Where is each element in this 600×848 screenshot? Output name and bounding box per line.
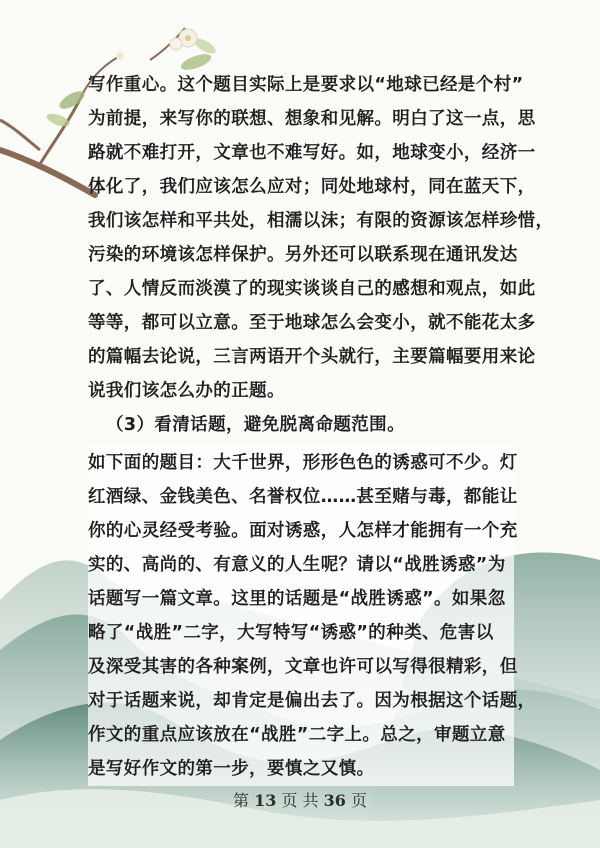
footer-prefix: 第 bbox=[232, 791, 249, 810]
page-number: 13 bbox=[254, 791, 277, 810]
text-line: 话题写一篇文章。这里的话题是“战胜诱惑”。如果忽 bbox=[88, 582, 514, 616]
text-line: 实的、高尚的、有意义的人生呢？请以“战胜诱惑”为 bbox=[88, 548, 514, 582]
text-line: 污染的环境该怎样保护。另外还可以联系现在通讯发达 bbox=[88, 245, 518, 265]
text-line: 略了“战胜”二字，大写特写“诱惑”的种类、危害以 bbox=[88, 616, 514, 650]
text-line: 是写好作文的第一步，要慎之又慎。 bbox=[88, 752, 514, 786]
text-line: 作文的重点应该放在“战胜”二字上。总之，审题立意 bbox=[88, 718, 514, 752]
footer-suffix: 页 bbox=[351, 791, 368, 810]
text-line: 及深受其害的各种案例，文章也许可以写得很精彩，但 bbox=[88, 650, 514, 684]
text-line: 如下面的题目：大千世界，形形色色的诱惑可不少。灯 bbox=[88, 446, 514, 480]
paragraph-1 bbox=[88, 68, 554, 408]
section-heading bbox=[88, 408, 528, 442]
text-line: 体化了，我们应该怎么应对；同处地球村，同在蓝天下， bbox=[88, 177, 536, 197]
page-footer bbox=[0, 788, 600, 811]
article-body bbox=[88, 64, 554, 786]
footer-middle: 页 共 bbox=[281, 791, 319, 810]
paragraph-3 bbox=[88, 446, 536, 786]
text-line: 我们该怎样和平共处，相濡以沫；有限的资源该怎样珍惜， bbox=[88, 211, 554, 231]
text-line: 等等，都可以立意。至于地球怎么会变小，就不能花太多 bbox=[88, 313, 536, 333]
total-pages: 36 bbox=[323, 791, 346, 810]
text-line: 你的心灵经受考验。面对诱惑，人怎样才能拥有一个充 bbox=[88, 514, 514, 548]
text-line: 路就不难打开，文章也不难写好。如，地球变小，经济一 bbox=[88, 143, 536, 163]
text-line: 对于话题来说，却肯定是偏出去了。因为根据这个话题， bbox=[88, 684, 514, 718]
text-line: 红酒绿、金钱美色、名誉权位……甚至赌与毒，都能让 bbox=[88, 480, 514, 514]
text-line: 为前提，来写你的联想、想象和见解。明白了这一点，思 bbox=[88, 109, 536, 129]
text-line: 的篇幅去论说，三言两语开个头就行，主要篇幅要用来论 bbox=[88, 347, 536, 367]
text-line: 了、人情反而淡漠了的现实谈谈自己的感想和观点，如此 bbox=[88, 279, 536, 299]
text-line: 写作重心。这个题目实际上是要求以“地球已经是个村” bbox=[88, 75, 524, 95]
text-line: 说我们该怎么办的正题。 bbox=[88, 381, 285, 401]
section-heading-text: （3）看清话题，避免脱离命题范围。 bbox=[106, 415, 405, 435]
